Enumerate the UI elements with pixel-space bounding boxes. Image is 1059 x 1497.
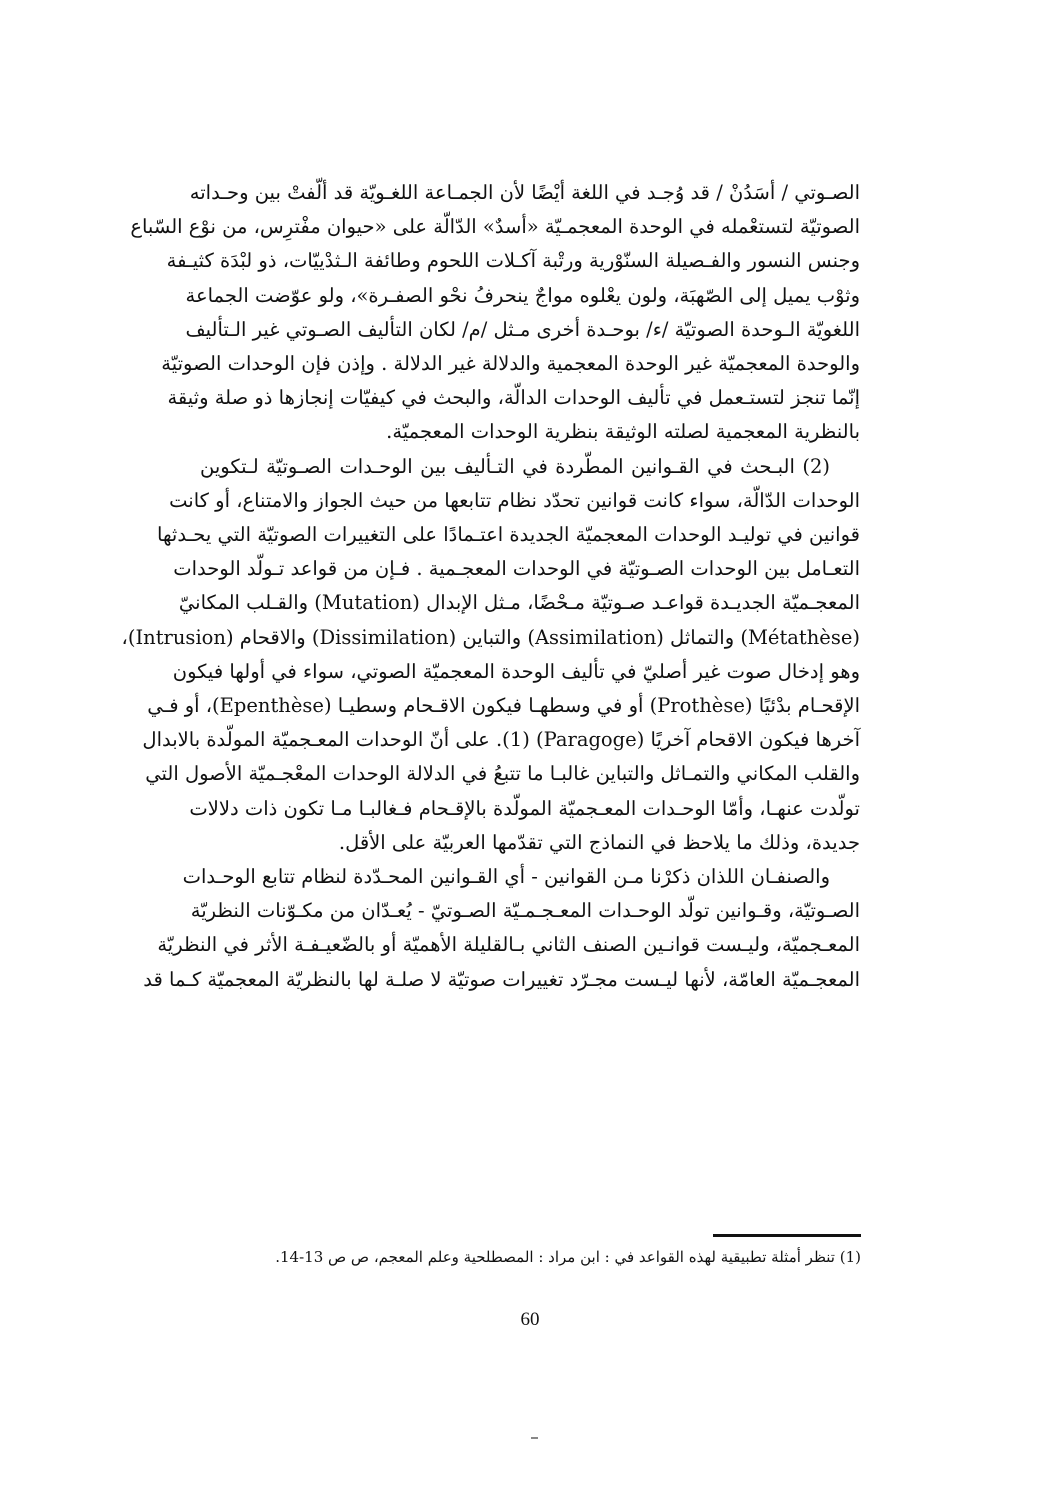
text-line: (Métathèse) والتماثل (Assimilation) والتباين (Dissimilation) والاقحام (Intrusion)، xyxy=(121,625,860,649)
text-line: الصـوتيّة، وقـوانين تولّد الوحـدات المعـجـمـيّة الصـوتيّ - يُعـدّان من مكـوّنات النظريّة xyxy=(190,899,860,923)
text-line: الصوتيّة لتستعْمله في الوحدة المعجمـيّة «أسدٌ» الدّالّة على «حيوان مفْترِس، من نوْع السّباع xyxy=(130,215,860,239)
text-line: الإقحـام بدْئيًا (Prothèse) أو في وسطهـا فيكون الاقـحام وسطيـا (Epenthèse)، أو فـي xyxy=(147,694,860,718)
text-line: وجنس النسور والفـصيلة السنّوْرية ورتْبة آكـلات اللحوم وطائفة الـثدْييّات، ذو لبْدَة كثيـفة xyxy=(166,249,860,273)
footnote: (1) تنظر أمثلة تطبيقية لهذه القواعد في : ابن مراد : المصطلحية وعلم المعجم، ص ص 13-14. xyxy=(275,1248,861,1266)
text-line: بالنظرية المعجمية لصلته الوثيقة بنظرية الوحدات المعجميّة. xyxy=(386,420,860,444)
text-line: آخرها فيكون الاقحام آخريًا (Paragoge) (1). على أنّ الوحدات المعـجميّة المولّدة بالابدال xyxy=(142,728,860,752)
text-line: وثوْب يميل إلى الصّهبَة، ولون يعْلوه مواجٌ ينحرفُ نحْو الصفـرة»، ولو عوّضت الجماعة xyxy=(185,283,860,307)
text-line: والصنفـان اللذان ذكرْنا مـن القوانين - أي القـوانين المحـدّدة لنظام تتابع الوحـدات xyxy=(182,865,830,889)
text-line: تولّدت عنهـا، وأمّا الوحـدات المعـجميّة المولّدة بالإقـحام فـغالبـا مـا تكون ذات دلالات xyxy=(189,796,860,820)
text-line: (2) البـحث في القـوانين المطّردة في التـأليف بين الوحـدات الصـوتيّة لـتكوين xyxy=(200,454,830,478)
text-line: جديدة، وذلك ما يلاحظ في النماذج التي تقدّمها العربيّة على الأقل. xyxy=(338,830,860,854)
text-line: اللغويّة الـوحدة الصوتيّة /ء/ بوحـدة أخرى مـثل /م/ لكان التأليف الصـوتي غير الـتأليف xyxy=(185,317,860,341)
paragraph-3 xyxy=(143,860,860,997)
text-line: والقلب المكاني والتمـاثل والتباين غالبـا ما تتبعُ في الدلالة الوحدات المعْجـميّة الأصول التي xyxy=(145,762,860,786)
footnote-separator xyxy=(713,1234,861,1237)
text-line: المعجـميّة العامّة، لأنها ليـست مجـرّد تغييرات صوتيّة لا صلـة لها بالنظريّة المعجميّة كـما قد xyxy=(143,967,860,991)
text-line: إنّما تنجز لتستـعمل في تأليف الوحدات الدالّة، والبحث في كيفيّات إنجازها ذو صلة وثيقة xyxy=(167,386,860,410)
body-text xyxy=(121,176,860,997)
text-line: الصـوتي / أسَدُنْ / قد وُجـد في اللغة أيْضًا لأن الجمـاعة اللغـويّة قد ألّفتْ بين وحـداته xyxy=(189,181,860,204)
text-line: التعـامل بين الوحدات الصـوتيّة في الوحدات المعجـمية . فـإن من قواعد تـولّد الوحدات xyxy=(173,557,860,581)
paragraph-1 xyxy=(130,176,860,450)
text-line: الوحدات الدّالّة، سواء كانت قوانين تحدّد نظام تتابعها من حيث الجواز والامتناع، أو كانت xyxy=(169,488,860,512)
paragraph-2 xyxy=(121,450,860,860)
page-number: 60 xyxy=(520,1309,540,1330)
scan-mark xyxy=(531,1437,538,1439)
text-line: المعجـميّة الجديـدة قواعـد صـوتيّة مـحْضًا، مـثل الإبدال (Mutation) والقـلب المكانيّ xyxy=(178,591,860,615)
text-line: والوحدة المعجميّة غير الوحدة المعجمية والدلالة غير الدلالة . وإذن فإن الوحدات الصوتيّة xyxy=(161,352,860,376)
text-line: قوانين في توليـد الوحدات المعجميّة الجديدة اعتـمادًا على التغييرات الصوتيّة التي يحـدثها xyxy=(157,523,860,547)
text-line: وهو إدخال صوت غير أصليّ في تأليف الوحدة المعجميّة الصوتي، سواء في أولها فيكون xyxy=(172,659,860,683)
text-line: المعـجميّة، وليـست قوانـين الصنف الثاني بـالقليلة الأهميّة أو بالضّعيـفـة الأثر في النظريّة xyxy=(157,933,860,957)
